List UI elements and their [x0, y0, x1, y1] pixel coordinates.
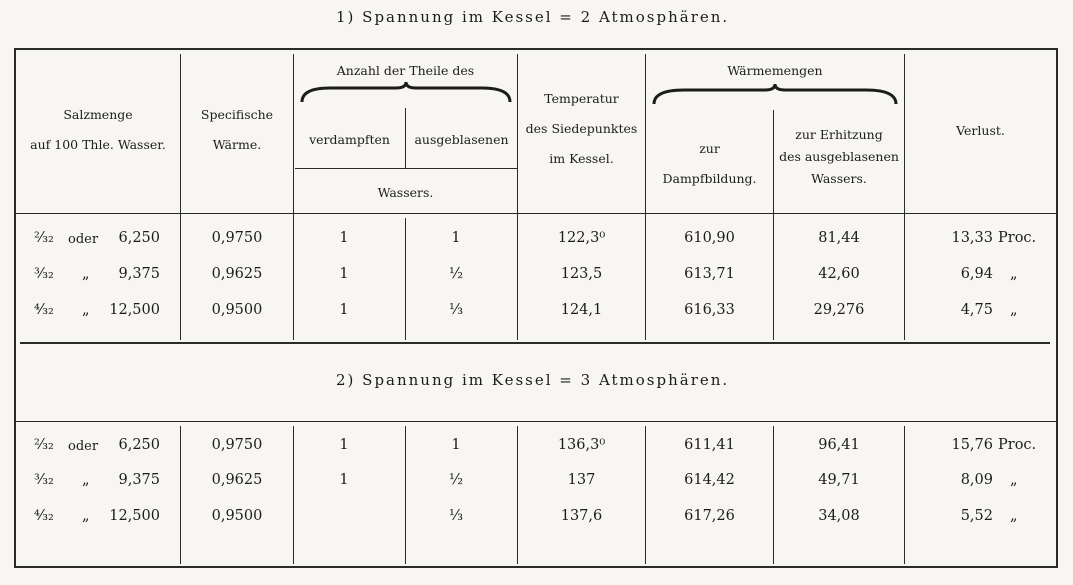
brace-waermemengen: [652, 82, 898, 110]
ausgeblasenen-cell: ½: [448, 266, 464, 282]
fraction-cell: ³⁄₃₂: [34, 472, 54, 488]
table-bottom-border: [14, 566, 1058, 568]
header-erhitzung-line1: zur Erhitzung: [795, 127, 883, 142]
header-salzmenge: [16, 100, 180, 160]
table-row: [0, 230, 1073, 254]
erhitzung-cell: 96,41: [818, 437, 860, 453]
verdampften-cell: 1: [339, 266, 349, 282]
table-top-border: [14, 48, 1058, 50]
col-sep-7: [904, 54, 905, 340]
verdampften-cell: 1: [339, 437, 349, 453]
verlust-cell: 4,75: [960, 302, 993, 318]
section-1-title: 1) Spannung im Kessel = 2 Atmosphären.: [336, 8, 730, 26]
ditto-mark: „: [1010, 302, 1018, 318]
ditto-mark: „: [82, 508, 90, 524]
oder-cell: oder: [68, 439, 99, 454]
table-row: [0, 472, 1073, 496]
dampfbildung-cell: 614,42: [684, 472, 735, 488]
waerme-cell: 0,9750: [211, 437, 263, 453]
dampfbildung-cell: 613,71: [684, 266, 735, 282]
header-temperatur-line3: im Kessel.: [549, 151, 614, 166]
header-specifische-line1: Specifische: [200, 107, 274, 122]
erhitzung-cell: 29,276: [813, 302, 865, 318]
fraction-cell: ⁴⁄₃₂: [34, 508, 54, 524]
verlust-cell: 13,33: [951, 230, 993, 246]
temperatur-cell: 124,1: [560, 302, 603, 318]
header-temperatur-line2: des Siedepunktes: [525, 121, 638, 136]
temperatur-cell: 137,6: [560, 508, 603, 524]
verdampften-cell: 1: [339, 230, 349, 246]
waerme-cell: 0,9500: [211, 302, 263, 318]
ausgeblasenen-cell: ⅓: [448, 508, 464, 524]
fraction-cell: ²⁄₃₂: [34, 437, 54, 453]
salzmenge-cell: 6,250: [118, 230, 160, 246]
verlust-cell: 5,52: [960, 508, 993, 524]
header-salzmenge-line2: auf 100 Thle. Wasser.: [30, 137, 166, 152]
fraction-cell: ²⁄₃₂: [34, 230, 54, 246]
temperatur-cell: 136,3⁰: [557, 437, 606, 453]
fraction-cell: ⁴⁄₃₂: [34, 302, 54, 318]
header-erhitzung-line2: des ausgeblasenen: [779, 149, 899, 164]
section-2-title: 2) Spannung im Kessel = 3 Atmosphären.: [336, 371, 730, 389]
verlust-unit: Proc.: [998, 437, 1037, 453]
section-2-rule: [16, 421, 1056, 422]
salzmenge-cell: 9,375: [118, 472, 160, 488]
verdampften-cell: 1: [339, 472, 349, 488]
header-bottom-rule: [16, 213, 1056, 214]
header-waermemengen: Wärmemengen: [727, 63, 823, 78]
verlust-cell: 8,09: [960, 472, 993, 488]
header-dampf-line2: Dampfbildung.: [662, 171, 757, 186]
verdampften-cell: 1: [339, 302, 349, 318]
table-row: [0, 437, 1073, 461]
header-wassers: Wassers.: [377, 185, 434, 200]
waerme-cell: 0,9750: [211, 230, 263, 246]
table-row: [0, 266, 1073, 290]
verlust-cell: 15,76: [951, 437, 993, 453]
dampfbildung-cell: 610,90: [684, 230, 735, 246]
ditto-mark: „: [82, 302, 90, 318]
dampfbildung-cell: 617,26: [684, 508, 735, 524]
waerme-cell: 0,9500: [211, 508, 263, 524]
erhitzung-cell: 81,44: [818, 230, 860, 246]
col-sep-5: [645, 54, 646, 340]
table-row: [0, 508, 1073, 532]
temperatur-cell: 122,3⁰: [557, 230, 606, 246]
waerme-cell: 0,9625: [211, 266, 263, 282]
header-temperatur: [518, 84, 645, 174]
section-divider: [20, 342, 1050, 344]
fraction-cell: ³⁄₃₂: [34, 266, 54, 282]
table-row: [0, 302, 1073, 326]
ausgeblasenen-cell: ½: [448, 472, 464, 488]
salzmenge-cell: 12,500: [109, 302, 160, 318]
ditto-mark: „: [1010, 472, 1018, 488]
verlust-cell: 6,94: [960, 266, 993, 282]
header-ausgeblasenen: ausgeblasenen: [414, 132, 509, 147]
ditto-mark: „: [82, 266, 90, 282]
erhitzung-cell: 42,60: [818, 266, 860, 282]
ditto-mark: „: [1010, 266, 1018, 282]
oder-cell: oder: [68, 232, 99, 247]
temperatur-cell: 137: [567, 472, 596, 488]
header-specifische-line2: Wärme.: [212, 137, 262, 152]
header-temperatur-line1: Temperatur: [544, 91, 619, 106]
header-dampf-line1: zur: [699, 141, 720, 156]
ausgeblasenen-cell: ⅓: [448, 302, 464, 318]
ditto-mark: „: [1010, 508, 1018, 524]
header-anzahl: Anzahl der Theile des: [336, 63, 475, 78]
salzmenge-cell: 9,375: [118, 266, 160, 282]
brace-anzahl: [300, 80, 512, 108]
temperatur-cell: 123,5: [560, 266, 603, 282]
ausgeblasenen-cell: 1: [451, 230, 461, 246]
salzmenge-cell: 12,500: [109, 508, 160, 524]
header-salzmenge-line1: Salzmenge: [63, 107, 133, 122]
verlust-unit: Proc.: [998, 230, 1037, 246]
wassers-rule: [295, 168, 517, 169]
header-verdampften: verdampften: [309, 132, 390, 147]
header-erhitzung-line3: Wassers.: [811, 171, 867, 186]
ausgeblasenen-cell: 1: [451, 437, 461, 453]
waerme-cell: 0,9625: [211, 472, 263, 488]
header-verlust: Verlust.: [956, 123, 1005, 138]
salzmenge-cell: 6,250: [118, 437, 160, 453]
ditto-mark: „: [82, 472, 90, 488]
header-erhitzung: [774, 124, 904, 190]
dampfbildung-cell: 616,33: [684, 302, 735, 318]
dampfbildung-cell: 611,41: [684, 437, 735, 453]
header-specifische: [181, 100, 293, 160]
header-dampfbildung: [646, 134, 773, 194]
erhitzung-cell: 34,08: [818, 508, 860, 524]
col-sep-1: [180, 54, 181, 340]
erhitzung-cell: 49,71: [818, 472, 860, 488]
